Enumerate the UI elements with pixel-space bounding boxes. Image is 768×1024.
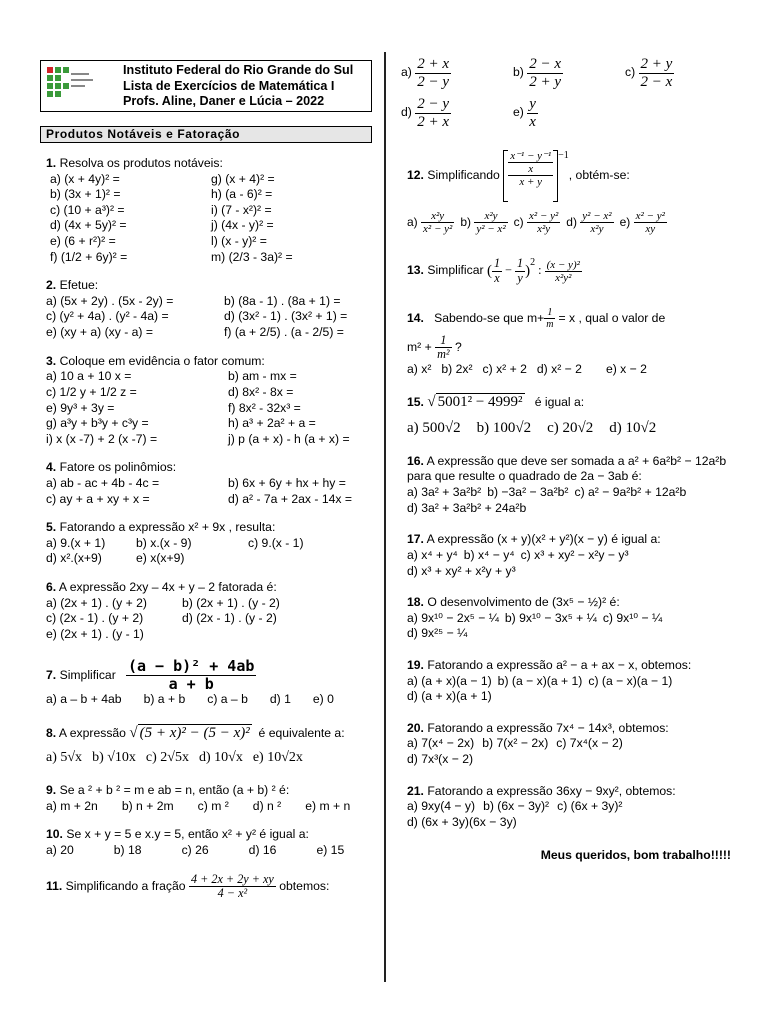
question-1-items (50, 172, 372, 266)
item: h) (a - 6)² = (211, 187, 273, 202)
item: c) 1/2 y + 1/2 z = (46, 384, 137, 399)
option: d) 3a² + 3a²b² + 24a²b (407, 500, 527, 515)
option: e) x(x+9) (136, 551, 185, 566)
item: a) ab - ac + 4b - 4c = (46, 475, 160, 490)
option: c) x² + 2 (482, 361, 527, 376)
option: d) 16 (248, 842, 277, 857)
item: i) x (x -7) + 2 (x -7) = (46, 431, 158, 446)
item: b) 6x + 6y + hx + hy = (228, 475, 346, 490)
option: d) n ² (252, 798, 282, 813)
column-divider (384, 52, 386, 982)
item: a) 10 a + 10 x = (46, 369, 132, 384)
option: e) 10√2x (252, 750, 303, 766)
option: c) 2√5x (145, 750, 189, 766)
option: b) √10x (92, 750, 136, 766)
option: d) x² − 2 (536, 361, 582, 376)
option: d) 1 (269, 692, 291, 707)
question-1 (40, 156, 372, 265)
option: c) 9x¹⁰ − ¼ (602, 610, 663, 625)
question-8: 8. A expressão √ (5 + x)² − (5 − x)² é equivalente a: a) 5√x b) √10x c) 2√5x d) 10√x e) 10√2x (46, 725, 345, 766)
item: c) (y² + 4a) . (y² - 4a) = (46, 309, 169, 324)
option: c) 7x⁴(x − 2) (556, 736, 623, 751)
option: b) n + 2m (121, 798, 174, 813)
item: f) (1/2 + 6y)² = (50, 249, 128, 264)
section-title: Produtos Notáveis e Fatoração (40, 126, 372, 143)
question-14: 14. Sabendo-se que m+ $\frac{1}{m}$ = x , qual o valor de m² + $\frac{1}{\text{m²}}$ ? a) x² b) 2x² c) x² + 2 d) x² − 2 e) x − 2 (407, 307, 666, 376)
option: d) $\frac{2 - y}{2 + x}$ (401, 96, 450, 130)
option: e) x − 2 (605, 361, 647, 376)
question-5: 5. Fatorando a expressão x² + 9x , resulta: a) 9.(x + 1) b) x.(x - 9) c) 9.(x - 1) d) x².(x+9) e) x(x+9) (40, 520, 372, 567)
option: c) (a − x)(a − 1) (588, 673, 673, 688)
option: a) 5√x (46, 750, 83, 766)
option: a) x² (407, 361, 432, 376)
option: b) x⁴ − y⁴ (463, 547, 515, 562)
item: h) a³ + 2a² + a = (228, 416, 316, 431)
option: c) x³ + xy² − x²y − y³ (520, 547, 629, 562)
option: d) x².(x+9) (46, 551, 102, 566)
question-21: 21. Fatorando a expressão 36xy − 9xy², obtemos: a) 9xy(4 − y) b) (6x − 3y)² c) (6x + 3y)² d) (6x + 3y)(6x − 3y) (407, 783, 676, 829)
item: i) (7 - x²)² = (211, 202, 272, 217)
question-17: 17. A expressão (x + y)(x² + y²)(x − y) é igual a: a) x⁴ + y⁴ b) x⁴ − y⁴ c) x³ + xy² − x²y − y³ d) x³ + xy² + x²y + y³ (407, 532, 661, 578)
item: d) (3x² - 1) . (3x² + 1) = (224, 309, 348, 324)
item: a) (5x + 2y) . (5x - 2y) = (46, 293, 174, 308)
option: b) (a − x)(a + 1) (497, 673, 583, 688)
option: a) 9xy(4 − y) (407, 799, 476, 814)
option: a) 3a² + 3a²b² (407, 485, 482, 500)
item: e) (6 + r²)² = (50, 234, 116, 249)
header-institution: Instituto Federal do Rio Grande do Sul (123, 63, 354, 77)
option: b) (6x − 3y)² (483, 799, 550, 814)
option: e) $\frac{y}{x}$ (513, 96, 536, 130)
option: c) 9.(x - 1) (248, 535, 304, 550)
option: c) a² − 9a²b² + 12a²b (574, 485, 687, 500)
option: a) m + 2n (46, 798, 98, 813)
item: d) 8x² - 8x = (228, 384, 294, 399)
option: e) (2x + 1) . (y - 1) (46, 626, 144, 641)
q11-fraction: $\frac{4 + 2x + 2y + xy}{\text{4 − x²}}$ (190, 871, 274, 901)
item: j) p (a + x) - h (a + x) = (228, 431, 350, 446)
option: b) a + b (143, 692, 186, 707)
item: d) a² - 7a + 2ax - 14x = (228, 491, 352, 506)
option: e) m + n (305, 798, 351, 813)
option: a) 9.(x + 1) (46, 535, 106, 550)
document-header (40, 60, 372, 112)
option: b) 18 (113, 842, 142, 857)
item: j) (4x - y)² = (211, 218, 274, 233)
question-20: 20. Fatorando a expressão 7x⁴ − 14x³, obtemos: a) 7(x⁴ − 2x) b) 7(x² − 2x) c) 7x⁴(x − 2) d) 7x³(x − 2) (407, 720, 669, 766)
option: a) 7(x⁴ − 2x) (407, 736, 475, 751)
option: c) m ² (197, 798, 229, 813)
header-list-title: Lista de Exercícios de Matemática I (123, 78, 335, 93)
question-15: 15. √ 5001² − 4999² é igual a: a) 500√2 b) 100√2 c) 20√2 d) 10√2 (401, 393, 731, 437)
option: d) 7x³(x − 2) (407, 752, 474, 766)
option: a) a – b + 4ab (46, 692, 122, 707)
item: c) ay + a + xy + x = (46, 491, 150, 506)
item: e) 9y³ + 3y = (46, 400, 115, 415)
question-4: 4. Fatore os polinômios: a) ab - ac + 4b - 4c = b) 6x + 6y + hx + hy = c) ay + a + xy + x = d) a² - 7a + 2ax - 14x = (40, 460, 372, 507)
question-9: 9. Se a ² + b ² = m e ab = n, então (a + b) ² é: a) m + 2n b) n + 2m c) m ² d) n ² e) m + n (46, 783, 351, 813)
option: d) (2x - 1) . (y - 2) (182, 611, 277, 626)
option: b) −3a² − 3a²b² (487, 485, 569, 500)
option: c) (6x + 3y)² (557, 799, 623, 814)
option: d) x³ + xy² + x²y + y³ (407, 563, 516, 578)
option: a) $\frac{2 + x}{2 - y}$ (401, 56, 450, 90)
item: l) (x - y)² = (211, 234, 267, 249)
item: b) am - mx = (228, 369, 297, 384)
option: a) x⁴ + y⁴ (407, 547, 458, 562)
closing-message: Meus queridos, bom trabalho!!!!! (540, 848, 731, 863)
question-11-options (401, 56, 731, 130)
option: e) 0 (312, 692, 334, 707)
option: a) 9x¹⁰ − 2x⁵ − ¼ (407, 610, 499, 625)
option: c) $\frac{\text{x² − y²}}{\text{x²y}}$ (513, 210, 559, 236)
question-text: Resolva os produtos notáveis: (59, 156, 223, 170)
option: e) $\frac{\text{x² − y²}}{xy}$ (619, 210, 665, 236)
question-7: 7. Simplificar $\frac{\text{(a − b)² + 4ab}}{a + b}$ a) a – b + 4ab b) a + b c) a – b d) 1 e) 0 (46, 657, 334, 707)
question-16: 16. A expressão que deve ser somada a a² + 6a²b² − 12a²b para que resulte o quadrado de 2a − 3ab é: a) 3a² + 3a²b² b) −3a² − 3a²b² c) a² − 9a²b² + 12a²b d) 3a² + 3a²b² + 24a²b (407, 453, 727, 515)
option: d) 10√x (198, 750, 243, 766)
option: d) (6x + 3y)(6x − 3y) (407, 814, 517, 829)
option: a) (2x + 1) . (y + 2) (46, 595, 147, 610)
option: e) 15 (316, 842, 345, 857)
question-number: 1. (46, 156, 57, 170)
option: c) a – b (207, 692, 248, 707)
question-2: 2. Efetue: a) (5x + 2y) . (5x - 2y) = b) (8a - 1) . (8a + 1) = c) (y² + 4a) . (y² - 4a) = d) (3x² - 1) . (3x² + 1) = e) (xy + a) (xy - a) = f) (a + 2/5) . (a - 2/5) = (40, 278, 372, 340)
question-11: 11. Simplificando a fração $\frac{4 + 2x + 2y + xy}{\text{4 − x²}}$ obtemos: (46, 871, 330, 901)
option: b) 9x¹⁰ − 3x⁵ + ¼ (504, 610, 597, 625)
option: c) $\frac{2 + y}{2 - x}$ (625, 56, 673, 90)
item: d) (4x + 5y)² = (50, 218, 127, 233)
option: d) $\frac{\text{y² − x²}}{\text{x²y}}$ (566, 210, 612, 236)
option: a) 500√2 (407, 419, 461, 436)
option: a) 20 (46, 842, 74, 857)
header-text (123, 63, 353, 110)
option: b) $\frac{\text{x²y}}{\text{y² − x²}}$ (460, 210, 506, 236)
item: a) (x + 4y)² = (50, 171, 120, 186)
item: m) (2/3 - 3a)² = (211, 249, 293, 264)
question-3: 3. Coloque em evidência o fator comum: a) 10 a + 10 x = b) am - mx = c) 1/2 y + 1/2 z = d) 8x² - 8x = e) 9y³ + 3y = f) 8x² - 32x³ = g) a³y + b³y + c³y = h) a³ + 2a² + a = i) x (x -7) + 2 (x -7) = j) p (a + x) - h (a + x) = (40, 354, 372, 448)
q12-bracket-expression: $\frac{\text{x⁻¹ − y⁻¹}}{\frac{x}{x + y}}$ $^{-1}$ (503, 150, 569, 202)
item: f) (a + 2/5) . (a - 2/5) = (224, 325, 344, 340)
option: c) 20√2 (547, 419, 594, 436)
q8-radical: √ (5 + x)² − (5 − x)² (129, 725, 250, 742)
question-10: 10. Se x + y = 5 e x.y = 5, então x² + y² é igual a: a) 20 b) 18 c) 26 d) 16 e) 15 (46, 827, 345, 857)
option: d) 9x²⁵ − ¼ (407, 626, 468, 641)
option: c) 26 (181, 842, 209, 857)
option: b) 7(x² − 2x) (482, 736, 549, 751)
option: d) 10√2 (609, 419, 657, 436)
option: b) 100√2 (476, 419, 532, 436)
header-professors: Profs. Aline, Daner e Lúcia – 2022 (123, 94, 325, 108)
option: a) $\frac{\text{x²y}}{\text{x² − y²}}$ (407, 210, 453, 236)
option: b) x.(x - 9) (136, 535, 192, 550)
item: g) (x + 4)² = (211, 171, 275, 186)
institute-logo (47, 67, 101, 107)
question-18: 18. O desenvolvimento de (3x⁵ − ½)² é: a) 9x¹⁰ − 2x⁵ − ¼ b) 9x¹⁰ − 3x⁵ + ¼ c) 9x¹⁰ − ¼ d) 9x²⁵ − ¼ (407, 595, 663, 641)
question-6: 6. A expressão 2xy – 4x + y – 2 fatorada é: a) (2x + 1) . (y + 2) b) (2x + 1) . (y - 2) c) (2x - 1) . (y + 2) d) (2x - 1) . (y - 2) e) (2x + 1) . (y - 1) (40, 580, 372, 642)
item: e) (xy + a) (xy - a) = (46, 325, 153, 340)
item: b) (8a - 1) . (8a + 1) = (224, 293, 341, 308)
option: c) (2x - 1) . (y + 2) (46, 611, 144, 626)
option: b) (2x + 1) . (y - 2) (182, 595, 280, 610)
option: b) 2x² (441, 361, 473, 376)
option: d) (a + x)(a + 1) (407, 689, 492, 704)
q7-fraction: $\frac{\text{(a − b)² + 4ab}}{a + b}$ (127, 657, 255, 693)
item: f) 8x² - 32x³ = (228, 400, 301, 415)
left-column (40, 56, 372, 900)
option: b) $\frac{2 - x}{2 + y}$ (513, 56, 562, 90)
item: c) (10 + a³)² = (50, 202, 125, 217)
question-13: 13. Simplificar ( $\frac{1}{x}$ − $\frac{1}{y}$ ) $^2$ : $\frac{\text{(x − y)²}}{\text{x²y²}}$ (407, 256, 580, 285)
question-19: 19. Fatorando a expressão a² − a + ax − x, obtemos: a) (a + x)(a − 1) b) (a − x)(a + 1) c) (a − x)(a − 1) d) (a + x)(a + 1) (407, 657, 692, 704)
item: g) a³y + b³y + c³y = (46, 416, 149, 431)
right-column (401, 56, 731, 864)
question-12: 12. Simplificando $\frac{\text{x⁻¹ − y⁻¹}}{\frac{x}{x + y}}$ $^{-1}$ , obtém-se: a) $\frac{\text{x²y}}{\text{x² − y²}}$ b) $\frac{\text{x²y}}{\text{y² − x²}}$ c) $\frac{\text{x² − y²}}{\text{x²y}}$ d) $\frac{\text{y² − x²}}{\text{x²y}}$ e) $\frac{\text{x² − y²}}{xy}$ (407, 150, 665, 236)
item: b) (3x + 1)² = (50, 187, 121, 202)
option: a) (a + x)(a − 1) (407, 673, 492, 688)
